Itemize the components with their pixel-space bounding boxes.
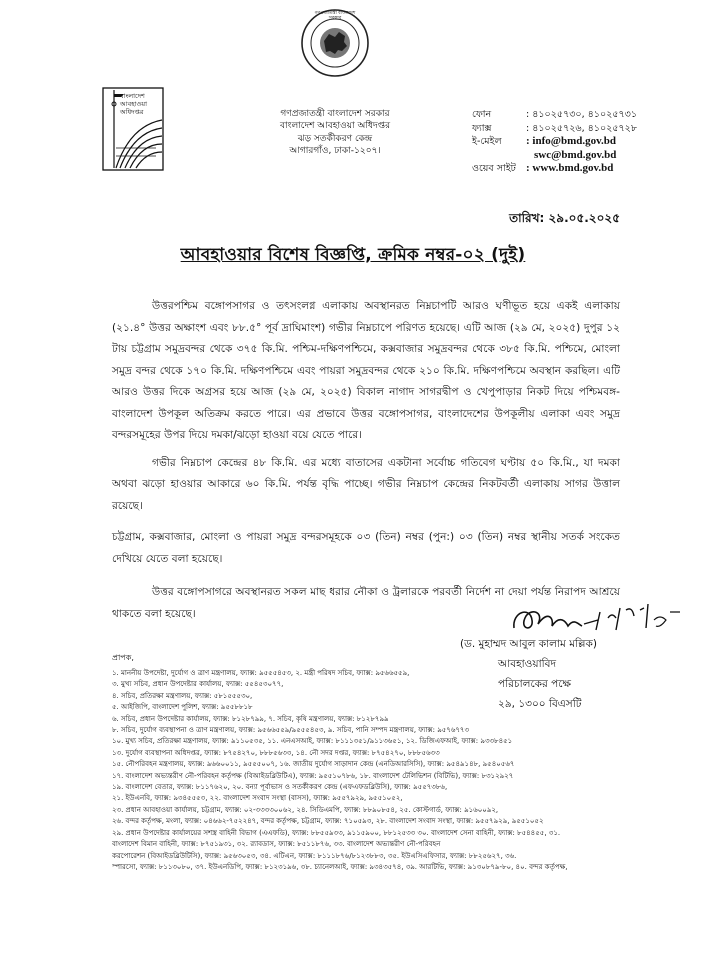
list-item: ১৯. বাংলাদেশ বেতার, ফ্যাক্স: ৮১১৭৬২০, ২০. বন্যা পূর্বাভাস ও সতর্কীকরণ কেন্দ্র (এফএফডব্লিউসি), ফ্যাক্স: ৯৫৫৭৩৮৬,	[112, 783, 448, 792]
seal-text: গণপ্রজাতন্ত্রী বাংলাদেশ সরকার	[314, 11, 356, 21]
contact-block	[472, 108, 702, 176]
issue-date: তারিখ: ২৯.০৫.২০২৫	[509, 211, 620, 225]
fax-value: : ৪১০২৫৭২৬, ৪১০২৫৭২৮	[526, 122, 638, 134]
list-item: বাংলাদেশ বিমান বাহিনী, ফ্যাক্স: ৮৭৫১৯৩১, ৩২. র‍্যাবডাস, ফ্যাক্স: ৮৫১১৮৭৬, ৩৩. বাংলাদেশ অভ্যন্তরীণ নৌ-পরিবহন	[112, 840, 441, 849]
org-line: গণপ্রজাতন্ত্রী বাংলাদেশ সরকার	[280, 109, 390, 119]
page-title: আবহাওয়ার বিশেষ বিজ্ঞপ্তি, ক্রমিক নম্বর-০২ (দুই)	[180, 245, 526, 265]
signature-time: ২৯, ১৩০০ বিএসটি	[498, 698, 582, 710]
org-line: বাংলাদেশ আবহাওয়া অধিদপ্তর	[279, 121, 391, 132]
list-item: ৬. সচিব, প্রধান উপদেষ্টার কার্যালয়, ফ্যাক্স: ৮১২৮৭৯৯, ৭. সচিব, কৃষি মন্ত্রণালয়, ফ্যাক্স: ৮১২৮৭৯৯	[112, 714, 389, 723]
list-item: ২৯. প্রধান উপদেষ্টার কার্যালয়ের সশস্ত্র বাহিনী বিভাগ (এএফডি), ফ্যাক্স: ৮৮৫৫৯৩৩, ৯১১৫৯০০, ৮৮১২৫৩৩ ৩০. বাংলাদেশ সেনা বাহিনী, ফ্যাক্স: ৮৫৪৪৫৫, ৩১.	[112, 828, 561, 837]
distribution-list	[112, 668, 698, 873]
list-item: ৪. সচিব, প্রতিরক্ষা মন্ত্রণালয়, ফ্যাক্স: ৫৮১৫৫৫৩০,	[112, 691, 253, 700]
signatory-on-behalf: পরিচালকের পক্ষে	[498, 678, 571, 690]
list-item: ২৬. বন্দর কর্তৃপক্ষ, মংলা, ফ্যাক্স: ০৪৬৬২-৭৫২২৪৭, বন্দর কর্তৃপক্ষ, চট্টগ্রাম, ফ্যাক্স: ৭১০৫৯৩, ২৮. বাংলাদেশ সংবাদ সংস্থা, ফ্যাক্স: ৯৫৫৭৯২৯, ৯৫৫১০৫২	[112, 817, 544, 826]
list-item: ১৫. নৌপরিবহন মন্ত্রণালয়, ফ্যাক্স: ৯৬৬০০১১, ৯৫৫৫০০৭, ১৬. জাতীয় দুর্যোগ সাড়াদান কেন্দ্র (এনডিআরসিসি), ফ্যাক্স: ৯৫৪৯১৪৮, ৯৫৪০৫৬৭	[112, 760, 515, 769]
list-item: ১০. মুখ্য সচিব, প্রতিরক্ষা মন্ত্রণালয়, ফ্যাক্স: ৯১১০৫৩৫, ১১. এনএসআই, ফ্যাক্স: ৮১১১৩৫১/৯১১৩৬৫১, ১২. ডিজিএফআই, ফ্যাক্স: ৯৩৩৮৪৫১	[112, 737, 513, 746]
paragraph: উত্তরপশ্চিম বঙ্গোপসাগর ও তৎসংলগ্ন এলাকায় অবস্থানরত নিম্নচাপটি আরও ঘণীভূত হয়ে একই এলাকায় (২১.৪° উত্তর অক্ষাংশ এবং ৮৮.৫° পূর্ব দ্রাঘিমাংশ) গভীর নিম্নচাপে পরিণত হয়েছে। এটি আজ (২৯ মে, ২০২৫) দুপুর ১২ টায় চট্টগ্রাম সমুদ্রবন্দর থেকে ৩৭৫ কি.মি. পশ্চিম-দক্ষিণপশ্চিমে, কক্সবাজার সমুদ্রবন্দর থেকে ৩৮৫ কি.মি. পশ্চিমে, মোংলা সমুদ্র বন্দর থেকে ১৭০ কি.মি. দক্ষিণপশ্চিমে এবং পায়রা সমুদ্রবন্দর থেকে ২১০ কি.মি. দক্ষিণপশ্চিমে অবস্থান করছিল। এটি আরও উত্তর দিকে অগ্রসর হয়ে আজ (২৯ মে, ২০২৫) বিকাল নাগাদ সাগরদ্বীপ ও খেপুপাড়ার নিকট দিয়ে পশ্চিমবঙ্গ-বাংলাদেশ উপকূল অতিক্রম করতে পারে। এর প্রভাবে উত্তর বঙ্গোপসাগর, বাংলাদেশের উপকূলীয় এলাকা এবং সমুদ্র বন্দরসমূহের উপর দিয়ে দমকা/ঝড়ো হাওয়া বয়ে যেতে পারে।	[112, 300, 620, 441]
list-item: ১৭. বাংলাদেশ অভ্যন্তরীণ নৌ-পরিবহন কর্তৃপক্ষ (বিআইডব্লিউটিএ), ফ্যাক্স: ৯৫৫১০৭৮৬, ১৮. বাংলাদেশ টেলিভিশন (বিটিভি), ফ্যাক্স: ৮৩১২৯২৭	[112, 771, 514, 780]
logo-text: বাংলাদেশ আবহাওয়া অধিদপ্তর	[120, 92, 147, 116]
website-link[interactable]: : www.bmd.gov.bd	[526, 162, 614, 174]
paragraph: উত্তর বঙ্গোপসাগরে অবস্থানরত সকল মাছ ধরার নৌকা ও ট্রলারকে পরবর্তী নির্দেশ না দেয়া পর্যন্ত নিরাপদ আশ্রয়ে থাকতে বলা হয়েছে।	[112, 586, 620, 620]
web-label: ওয়েব সাইট	[472, 163, 516, 174]
phone-value: : ৪১০২৫৭৩০, ৪১০২৫৭৩১	[526, 109, 638, 120]
list-item: করপোরেশন (বিআইডব্লিউটিসি), ফ্যাক্স: ৯৫৬৩০৫৩, ৩৪. এটিএন, ফ্যাক্স: ৮১১১৮৭৬/৮১২৩৮৮৩, ৩৫. ইউএসিএফিসার, ফ্যাক্স: ৮৮২৫৬২৭, ৩৬.	[112, 851, 517, 860]
phone-label: ফোন	[472, 109, 492, 120]
org-line: আগারগাঁও, ঢাকা-১২০৭।	[289, 146, 381, 157]
list-item: ৫. আইজিপি, বাংলাদেশ পুলিশ, ফ্যাক্স: ৯৫৫৮৮১৮	[112, 703, 253, 712]
fax-label: ফ্যাক্স	[472, 122, 492, 134]
signatory-name: (ড. মুহাম্মদ আবুল কালাম মল্লিক)	[460, 638, 597, 650]
list-item: ২৩. প্রধান আবহাওয়া কার্যালয়, চট্টগ্রাম, ফ্যাক্স: ০২-৩৩৩৩০০৬২, ২৪. সিডিএমপি, ফ্যাক্স: ৮৮৯০৮৫৪, ২৫. কোস্টগার্ড, ফ্যাক্স: ৯১৬০০৯২,	[112, 805, 499, 814]
paragraph: চট্টগ্রাম, কক্সবাজার, মোংলা ও পায়রা সমুদ্র বন্দরসমূহকে ০৩ (তিন) নম্বর (পুন:) ০৩ (তিন) নম্বর স্থানীয় সতর্ক সংকেত দেখিয়ে যেতে বলা হয়েছে।	[112, 531, 620, 565]
distribution-label: প্রাপক,	[112, 653, 134, 662]
email-label: ই-মেইল	[472, 136, 502, 147]
organization-header	[240, 108, 430, 158]
bulletin-body	[112, 296, 620, 625]
bmd-logo	[100, 86, 166, 172]
email-link[interactable]: : info@bmd.gov.bd	[526, 135, 617, 147]
list-item: ২১. ইউএনবি, ফ্যাক্স: ৯৩৪৫৫৫৩, ২২. বাংলাদেশ সংবাদ সংস্থা (বাসস), ফ্যাক্স: ৯৫৫৭৯২৯, ৯৫৫১০৫২,	[112, 794, 403, 803]
list-item: স্পারসো, ফ্যাক্স: ৮১১৩০৮০, ৩৭. ইউএনডিপি, ফ্যাক্স: ৮১২৩১৯৬, ৩৮. চ্যানেলআই, ফ্যাক্স: ৯৩৪৩৫৭৪, ৩৯. আরটিভি, ফ্যাক্স: ৯১৩০৮৭৯-৮০, ৪০. বন্দর কর্তৃপক্ষ,	[112, 862, 568, 871]
signatory-designation: আবহাওয়াবিদ	[498, 658, 556, 670]
paragraph: গভীর নিম্নচাপ কেন্দ্রের ৪৮ কি.মি. এর মধ্যে বাতাসের একটানা সর্বোচ্চ গতিবেগ ঘণ্টায় ৫০ কি.মি., যা দমকা অথবা ঝড়ো হাওয়ার আকারে ৬০ কি.মি. পর্যন্ত বৃদ্ধি পাচ্ছে। গভীর নিম্নচাপ কেন্দ্রের নিকটবর্তী এলাকায় সাগর উত্তাল রয়েছে।	[112, 456, 620, 512]
email-link-2[interactable]: swc@bmd.gov.bd	[534, 148, 617, 161]
list-item: ৩. মুখ্য সচিব, প্রধান উপদেষ্টার কার্যালয়, ফ্যাক্স: ৫৫৪৫৩০৭৭,	[112, 680, 284, 689]
org-line: ঝড় সতর্কীকরণ কেন্দ্র	[297, 133, 373, 144]
government-seal	[300, 8, 370, 78]
list-item: ১. মাননীয় উপদেষ্টা, দুর্যোগ ও ত্রাণ মন্ত্রণালয়, ফ্যাক্স: ৯৫৫৫৪৫৩, ২. মন্ত্রী পরিষদ সচিব, ফ্যাক্স: ৯৫৬৬৫৫৯,	[112, 669, 410, 677]
list-item: ১৩. দুর্যোগ ব্যবস্থাপনা অধিদপ্তর, ফ্যাক্স: ৮৭৫৪২৭০, ৮৮৮৫৬৩৩, ১৪. নৌ সদর দপ্তর, ফ্যাক্স: ৮৭৫৪২৭০, ৮৮৮৫৬৩৩	[112, 748, 440, 757]
list-item: ৮. সচিব, দুর্যোগ ব্যবস্থাপনা ও ত্রাণ মন্ত্রণালয়, ফ্যাক্স: ৯৫৬৬৫৫৯/৯৫৫৫৪৫৩, ৯. সচিব, পানি সম্পদ মন্ত্রণালয়, ফ্যাক্স: ৯৫৭৬৭৭৩	[112, 726, 470, 735]
